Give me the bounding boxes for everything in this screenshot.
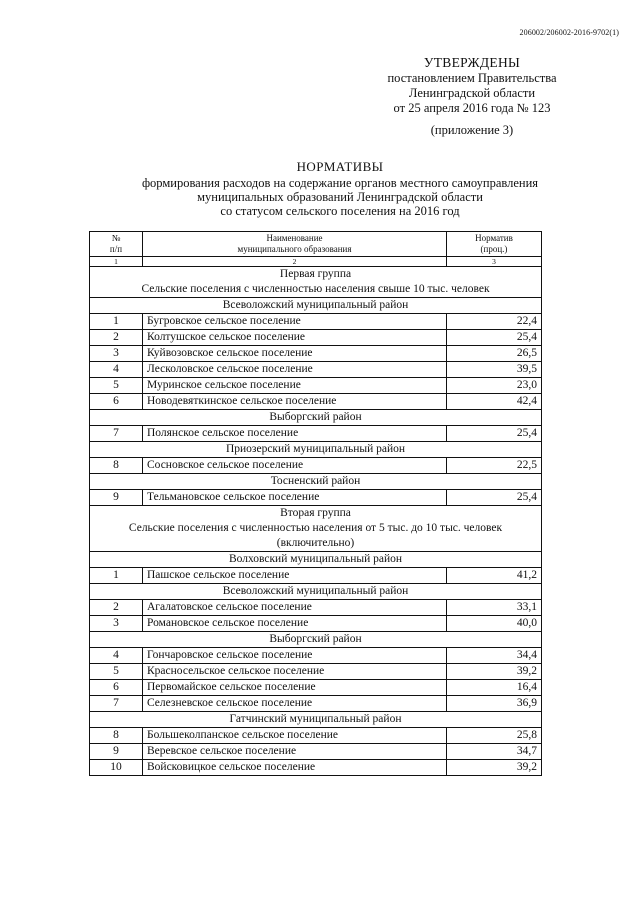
group-1-header-line-2: Сельские поселения с численностью населения свыше 10 тыс. человек xyxy=(141,283,490,295)
row-norm-value: 33,1 xyxy=(447,600,542,616)
group-2-header xyxy=(90,506,542,552)
row-settlement-name: Красносельское сельское поселение xyxy=(143,664,447,680)
table-header-row xyxy=(90,232,542,257)
row-settlement-name: Колтушское сельское поселение xyxy=(143,330,447,346)
table-row xyxy=(90,680,542,696)
header-norm-line-1: Норматив xyxy=(475,233,513,243)
row-settlement-name: Большеколпанское сельское поселение xyxy=(143,728,447,744)
row-norm-value: 41,2 xyxy=(447,568,542,584)
row-settlement-name: Романовское сельское поселение xyxy=(143,616,447,632)
row-settlement-name: Сосновское сельское поселение xyxy=(143,458,447,474)
row-norm-value: 42,4 xyxy=(447,394,542,410)
row-norm-value: 25,4 xyxy=(447,330,542,346)
row-norm-value: 26,5 xyxy=(447,346,542,362)
table-row xyxy=(90,378,542,394)
row-norm-value: 23,0 xyxy=(447,378,542,394)
district-header-row xyxy=(90,474,542,490)
district-header-row xyxy=(90,410,542,426)
row-number: 7 xyxy=(90,426,143,442)
row-settlement-name: Пашское сельское поселение xyxy=(143,568,447,584)
header-name-line-2: муниципального образования xyxy=(237,244,352,254)
district-header: Всеволожский муниципальный район xyxy=(90,584,542,600)
district-header-row xyxy=(90,442,542,458)
row-number: 6 xyxy=(90,394,143,410)
column-index-row xyxy=(90,257,542,267)
group-2-header-line-2: Сельские поселения с численностью населения от 5 тыс. до 10 тыс. человек xyxy=(128,522,503,534)
row-number: 10 xyxy=(90,760,143,776)
row-norm-value: 25,4 xyxy=(447,426,542,442)
heading-line-2: муниципальных образований Ленинградской области xyxy=(197,190,483,204)
row-norm-value: 39,2 xyxy=(447,664,542,680)
heading-line-3: со статусом сельского поселения на 2016 год xyxy=(220,204,460,218)
row-number: 9 xyxy=(90,490,143,506)
row-number: 8 xyxy=(90,728,143,744)
group-1-header-line-1: Первая группа xyxy=(279,268,352,280)
district-header-row xyxy=(90,298,542,314)
row-norm-value: 25,4 xyxy=(447,490,542,506)
table-row xyxy=(90,744,542,760)
district-header: Выборгский район xyxy=(90,410,542,426)
column-index-1: 1 xyxy=(90,257,143,267)
header-number-line-2: п/п xyxy=(109,244,123,254)
approval-appendix: (приложение 3) xyxy=(430,123,514,137)
norms-table-body xyxy=(90,267,542,776)
approval-block xyxy=(362,55,582,138)
approval-line-3: от 25 апреля 2016 года № 123 xyxy=(393,101,551,115)
row-settlement-name: Первомайское сельское поселение xyxy=(143,680,447,696)
table-row xyxy=(90,616,542,632)
row-number: 7 xyxy=(90,696,143,712)
row-norm-value: 39,2 xyxy=(447,760,542,776)
row-number: 5 xyxy=(90,664,143,680)
district-header: Всеволожский муниципальный район xyxy=(90,298,542,314)
header-norm-line-2: (проц.) xyxy=(480,244,508,254)
row-number: 2 xyxy=(90,600,143,616)
table-row xyxy=(90,664,542,680)
column-index-3: 3 xyxy=(447,257,542,267)
row-number: 4 xyxy=(90,648,143,664)
table-row xyxy=(90,760,542,776)
column-index-2: 2 xyxy=(143,257,447,267)
group-2-header-row xyxy=(90,506,542,552)
row-norm-value: 22,5 xyxy=(447,458,542,474)
table-row xyxy=(90,330,542,346)
heading-title: НОРМАТИВЫ xyxy=(296,159,384,174)
row-number: 1 xyxy=(90,568,143,584)
header-number xyxy=(90,232,143,257)
row-settlement-name: Новодевяткинское сельское поселение xyxy=(143,394,447,410)
row-norm-value: 36,9 xyxy=(447,696,542,712)
table-row xyxy=(90,362,542,378)
table-row xyxy=(90,696,542,712)
table-row xyxy=(90,314,542,330)
row-norm-value: 25,8 xyxy=(447,728,542,744)
group-2-header-line-3: (включительно) xyxy=(276,537,355,549)
row-norm-value: 34,4 xyxy=(447,648,542,664)
row-norm-value: 39,5 xyxy=(447,362,542,378)
district-header: Выборгский район xyxy=(90,632,542,648)
district-header: Приозерский муниципальный район xyxy=(90,442,542,458)
group-2-header-line-1: Вторая группа xyxy=(280,507,351,519)
group-1-header xyxy=(90,267,542,298)
district-header-row xyxy=(90,632,542,648)
row-norm-value: 16,4 xyxy=(447,680,542,696)
approval-title: УТВЕРЖДЕНЫ xyxy=(423,55,521,70)
table-row xyxy=(90,490,542,506)
header-name-line-1: Наименование xyxy=(266,233,323,243)
row-number: 3 xyxy=(90,346,143,362)
row-settlement-name: Веревское сельское поселение xyxy=(143,744,447,760)
table-row xyxy=(90,346,542,362)
heading-line-1: формирования расходов на содержание органов местного самоуправления xyxy=(141,176,539,190)
row-settlement-name: Тельмановское сельское поселение xyxy=(143,490,447,506)
row-settlement-name: Гончаровское сельское поселение xyxy=(143,648,447,664)
approval-line-2: Ленинградской области xyxy=(408,86,536,100)
row-settlement-name: Бугровское сельское поселение xyxy=(143,314,447,330)
group-1-header-row xyxy=(90,267,542,298)
district-header: Гатчинский муниципальный район xyxy=(90,712,542,728)
table-row xyxy=(90,426,542,442)
row-settlement-name: Войсковицкое сельское поселение xyxy=(143,760,447,776)
table-row xyxy=(90,728,542,744)
row-settlement-name: Лесколовское сельское поселение xyxy=(143,362,447,378)
row-number: 9 xyxy=(90,744,143,760)
district-header: Тосненский район xyxy=(90,474,542,490)
table-row xyxy=(90,568,542,584)
row-number: 3 xyxy=(90,616,143,632)
header-name xyxy=(143,232,447,257)
header-number-line-1: № xyxy=(111,233,121,243)
header-norm xyxy=(447,232,542,257)
row-number: 4 xyxy=(90,362,143,378)
document-heading xyxy=(90,160,590,218)
row-number: 6 xyxy=(90,680,143,696)
row-settlement-name: Муринское сельское поселение xyxy=(143,378,447,394)
row-number: 5 xyxy=(90,378,143,394)
row-number: 8 xyxy=(90,458,143,474)
row-norm-value: 34,7 xyxy=(447,744,542,760)
row-settlement-name: Селезневское сельское поселение xyxy=(143,696,447,712)
district-header-row xyxy=(90,712,542,728)
row-settlement-name: Полянское сельское поселение xyxy=(143,426,447,442)
row-norm-value: 40,0 xyxy=(447,616,542,632)
table-row xyxy=(90,458,542,474)
district-header: Волховский муниципальный район xyxy=(90,552,542,568)
row-number: 2 xyxy=(90,330,143,346)
table-row xyxy=(90,648,542,664)
district-header-row xyxy=(90,552,542,568)
table-row xyxy=(90,600,542,616)
norms-table xyxy=(89,231,542,776)
row-settlement-name: Куйвозовское сельское поселение xyxy=(143,346,447,362)
row-number: 1 xyxy=(90,314,143,330)
document-id: 206002/206002-2016-9702(1) xyxy=(519,28,619,37)
row-norm-value: 22,4 xyxy=(447,314,542,330)
district-header-row xyxy=(90,584,542,600)
row-settlement-name: Агалатовское сельское поселение xyxy=(143,600,447,616)
table-row xyxy=(90,394,542,410)
approval-line-1: постановлением Правительства xyxy=(387,71,557,85)
